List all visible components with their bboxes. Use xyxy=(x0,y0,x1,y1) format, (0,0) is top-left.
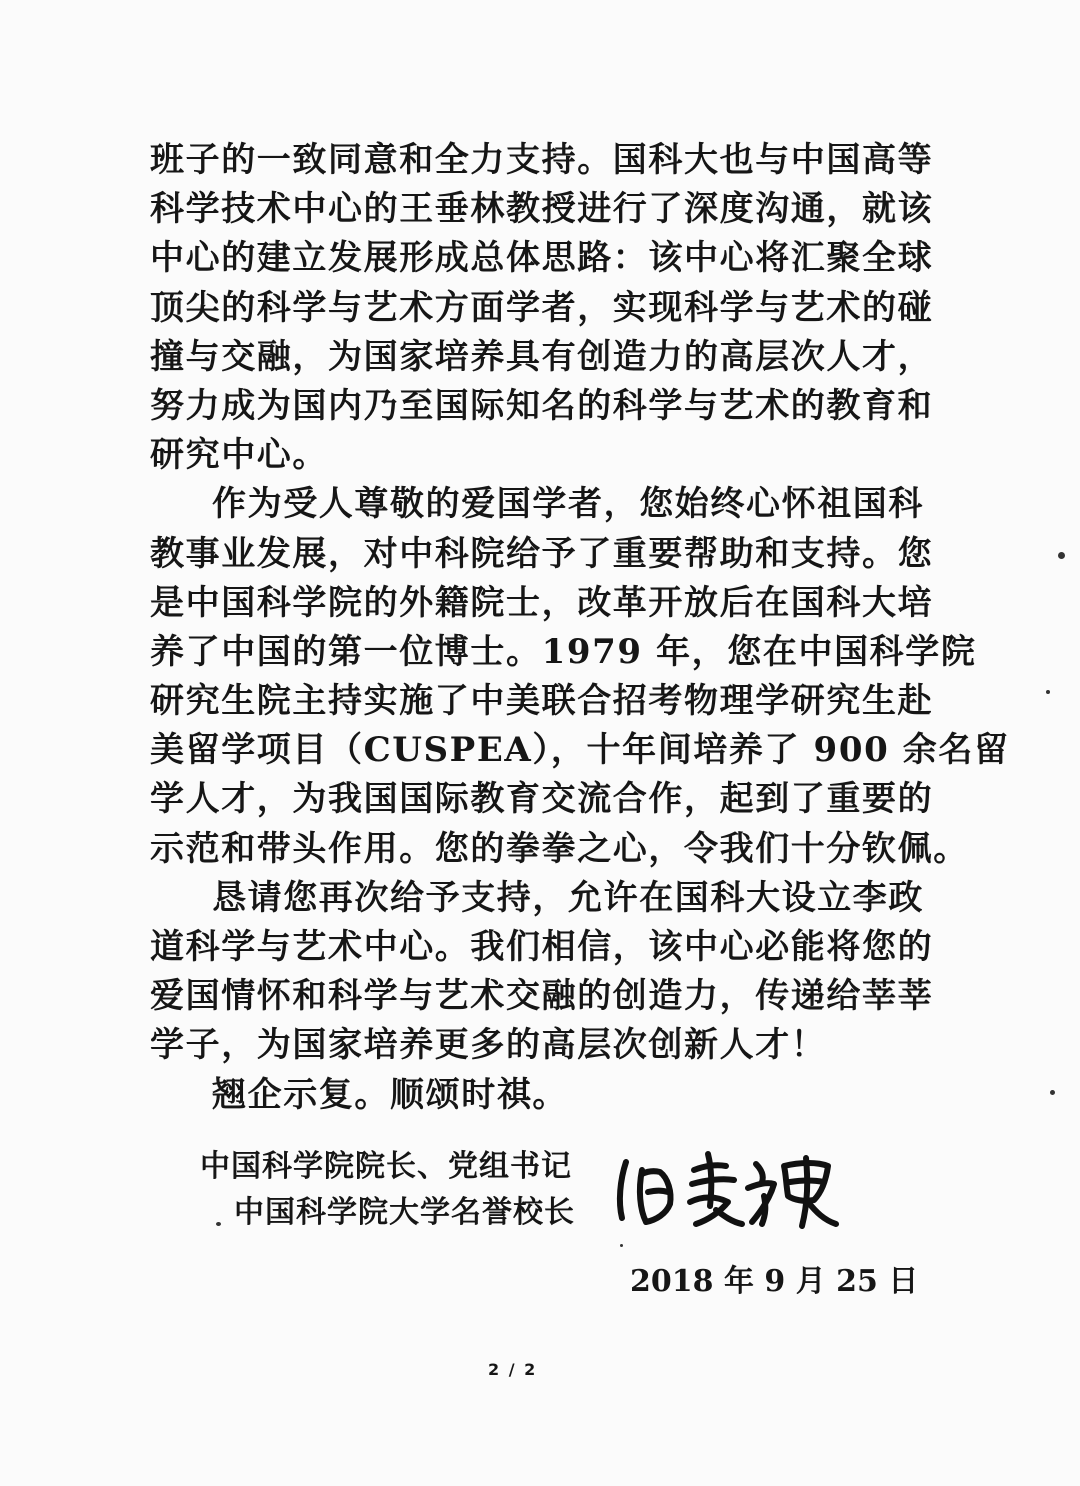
signatory-title-2: 中国科学院大学名誉校长 xyxy=(234,1195,575,1230)
scan-speck xyxy=(1058,552,1065,559)
body-line: 教事业发展，对中科院给予了重要帮助和支持。您 xyxy=(150,533,934,574)
body-line: 养了中国的第一位博士。1979 年，您在中国科学院 xyxy=(150,631,977,672)
body-line: 恳请您再次给予支持，允许在国科大设立李政 xyxy=(212,877,924,918)
scan-speck xyxy=(1046,690,1050,694)
body-line: 顶尖的科学与艺术方面学者，实现科学与艺术的碰 xyxy=(150,287,934,328)
body-line: 研究中心。 xyxy=(150,435,328,476)
page-number: 2 / 2 xyxy=(488,1360,538,1379)
letter-date: 2018 年 9 月 25 日 xyxy=(630,1264,919,1299)
body-line: 道科学与艺术中心。我们相信，该中心必能将您的 xyxy=(150,927,934,967)
letter-body xyxy=(150,136,1010,1120)
handwritten-signature xyxy=(612,1140,842,1230)
body-line: 中心的建立发展形成总体思路：该中心将汇聚全球 xyxy=(150,238,934,279)
scan-speck xyxy=(620,1244,623,1247)
scan-speck xyxy=(1050,1090,1055,1095)
body-line: 示范和带头作用。您的拳拳之心，令我们十分钦佩。 xyxy=(150,828,969,869)
body-line: 美留学项目（CUSPEA），十年间培养了 900 余名留 xyxy=(150,730,1010,771)
body-line: 科学技术中心的王垂林教授进行了深度沟通，就该 xyxy=(150,189,934,230)
body-line: 班子的一致同意和全力支持。国科大也与中国高等 xyxy=(150,140,934,180)
body-line: 作为受人尊敬的爱国学者，您始终心怀祖国科 xyxy=(212,484,924,525)
body-line: 爱国情怀和科学与艺术交融的创造力，传递给莘莘 xyxy=(150,976,934,1017)
body-line: 是中国科学院的外籍院士，改革开放后在国科大培 xyxy=(150,582,934,623)
signatory-titles xyxy=(200,1144,575,1236)
body-line: 学人才，为我国国际教育交流合作，起到了重要的 xyxy=(150,779,934,820)
body-line: 研究生院主持实施了中美联合招考物理学研究生赴 xyxy=(150,681,934,722)
scan-speck xyxy=(216,1222,221,1226)
body-line: 撞与交融，为国家培养具有创造力的高层次人才， xyxy=(150,336,934,377)
body-line: 翘企示复。顺颂时祺。 xyxy=(212,1074,568,1115)
body-line: 努力成为国内乃至国际知名的科学与艺术的教育和 xyxy=(150,385,934,426)
body-line: 学子，为国家培养更多的高层次创新人才！ xyxy=(150,1025,827,1066)
signatory-title-1: 中国科学院院长、党组书记 xyxy=(200,1149,572,1184)
